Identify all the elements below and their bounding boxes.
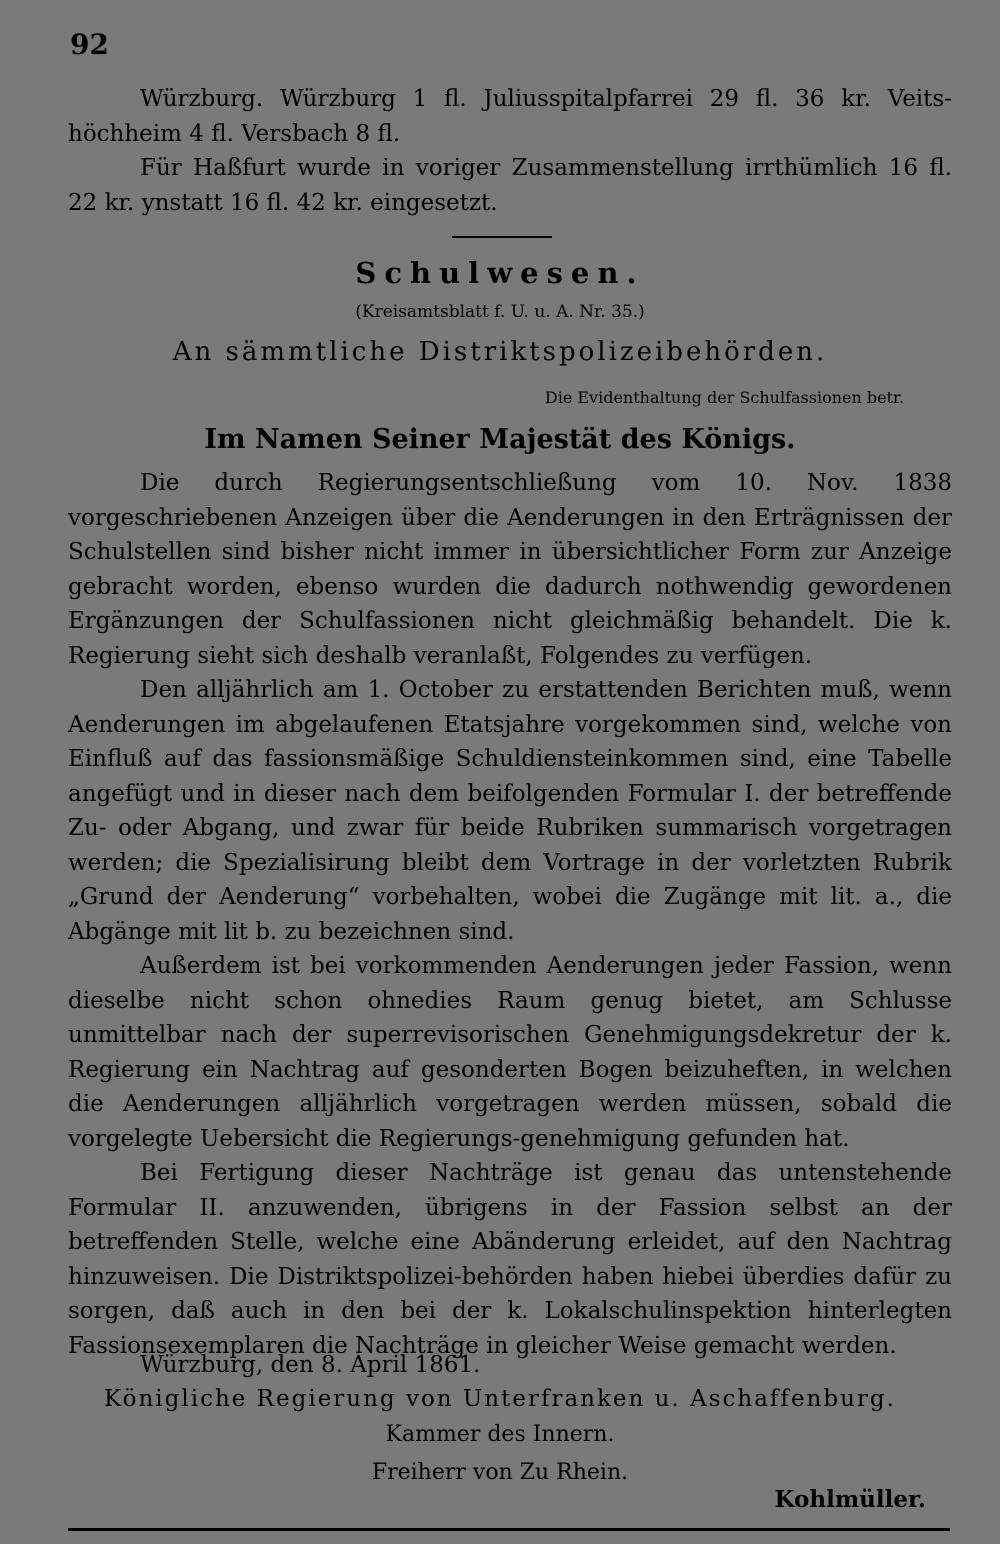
royal-heading: Im Namen Seiner Majestät des Königs. [204, 424, 796, 455]
body-paragraph-3: Außerdem ist bei vorkommenden Aenderungen jeder Fassion, wenn dieselbe nicht schon ohnedies Raum genug bietet, am Schlusse unmittelbar nach der superrevisorischen Genehmigungsdekretur der k. Regierung ein Nachtrag auf gesonderten Bogen beizuheften, in welchen die Aenderungen alljährlich vorgetragen werden müssen, sobald die vorgelegte Uebersicht die Regierungs-genehmigung gefunden hat. [68, 953, 952, 1152]
place-date: Würzburg, den 8. April 1861. [140, 1352, 481, 1378]
subject-line: Die Evidenthaltung der Schulfassionen betr. [544, 388, 904, 407]
decree-body [68, 466, 952, 1363]
note-paragraph-2: Für Haßfurt wurde in voriger Zusammenstellung irrthümlich 16 fl. 22 kr. ynstatt 16 fl. 42 kr. eingesetzt. [68, 155, 952, 216]
body-paragraph-2: Den alljährlich am 1. October zu erstattenden Berichten muß, wenn Aenderungen im abgelaufenen Etatsjahre vorgekommen sind, welche von Einfluß auf das fassionsmäßige Schuldiensteinkommen sind, eine Tabelle angefügt und in dieser nach dem beifolgenden Formular I. der betreffende Zu- oder Abgang, und zwar für beide Rubriken summarisch vorgetragen werden; die Spezialisirung bleibt dem Vortrage in der vorletzten Rubrik „Grund der Aenderung“ vorbehalten, wobei die Zugänge mit lit. a., die Abgänge mit lit b. zu bezeichnen sind. [68, 677, 952, 945]
authority-line: Königliche Regierung von Unterfranken u. Aschaffenburg. [104, 1386, 896, 1412]
page-number: 92 [70, 28, 109, 61]
section-title: Schulwesen. [355, 256, 645, 290]
chamber-line: Kammer des Innern. [385, 1422, 615, 1447]
top-notes [68, 82, 952, 220]
bottom-rule [68, 1528, 950, 1531]
note-paragraph-1: Würzburg. Würzburg 1 fl. Juliusspitalpfarrei 29 fl. 36 kr. Veits-höchheim 4 fl. Versbach 8 fl. [68, 86, 952, 147]
countersign-line: Kohlmüller. [774, 1486, 926, 1513]
addressee-heading: An sämmtliche Distriktspolizeibehörden. [172, 337, 828, 367]
body-paragraph-4: Bei Fertigung dieser Nachträge ist genau das untenstehende Formular II. anzuwenden, übrigens in der Fassion selbst an der betreffenden Stelle, welche eine Abänderung erleidet, auf den Nachtrag hinzuweisen. Die Distriktspolizei-behörden haben hiebei überdies dafür zu sorgen, daß auch in den bei der k. Lokalschulinspektion hinterlegten Fassionsexemplaren die Nachträge in gleicher Weise gemacht werden. [68, 1160, 952, 1359]
source-note: (Kreisamtsblatt f. U. u. A. Nr. 35.) [355, 302, 645, 322]
signatory-line: Freiherr von Zu Rhein. [371, 1460, 629, 1485]
separator-rule [452, 236, 552, 238]
body-paragraph-1: Die durch Regierungsentschließung vom 10. Nov. 1838 vorgeschriebenen Anzeigen über die Aenderungen in den Erträgnissen der Schulstellen sind bisher nicht immer in übersichtlicher Form zur Anzeige gebracht worden, ebenso wurden die dadurch nothwendig gewordenen Ergänzungen der Schulfassionen nicht gleichmäßig behandelt. Die k. Regierung sieht sich deshalb veranlaßt, Folgendes zu verfügen. [68, 470, 952, 669]
